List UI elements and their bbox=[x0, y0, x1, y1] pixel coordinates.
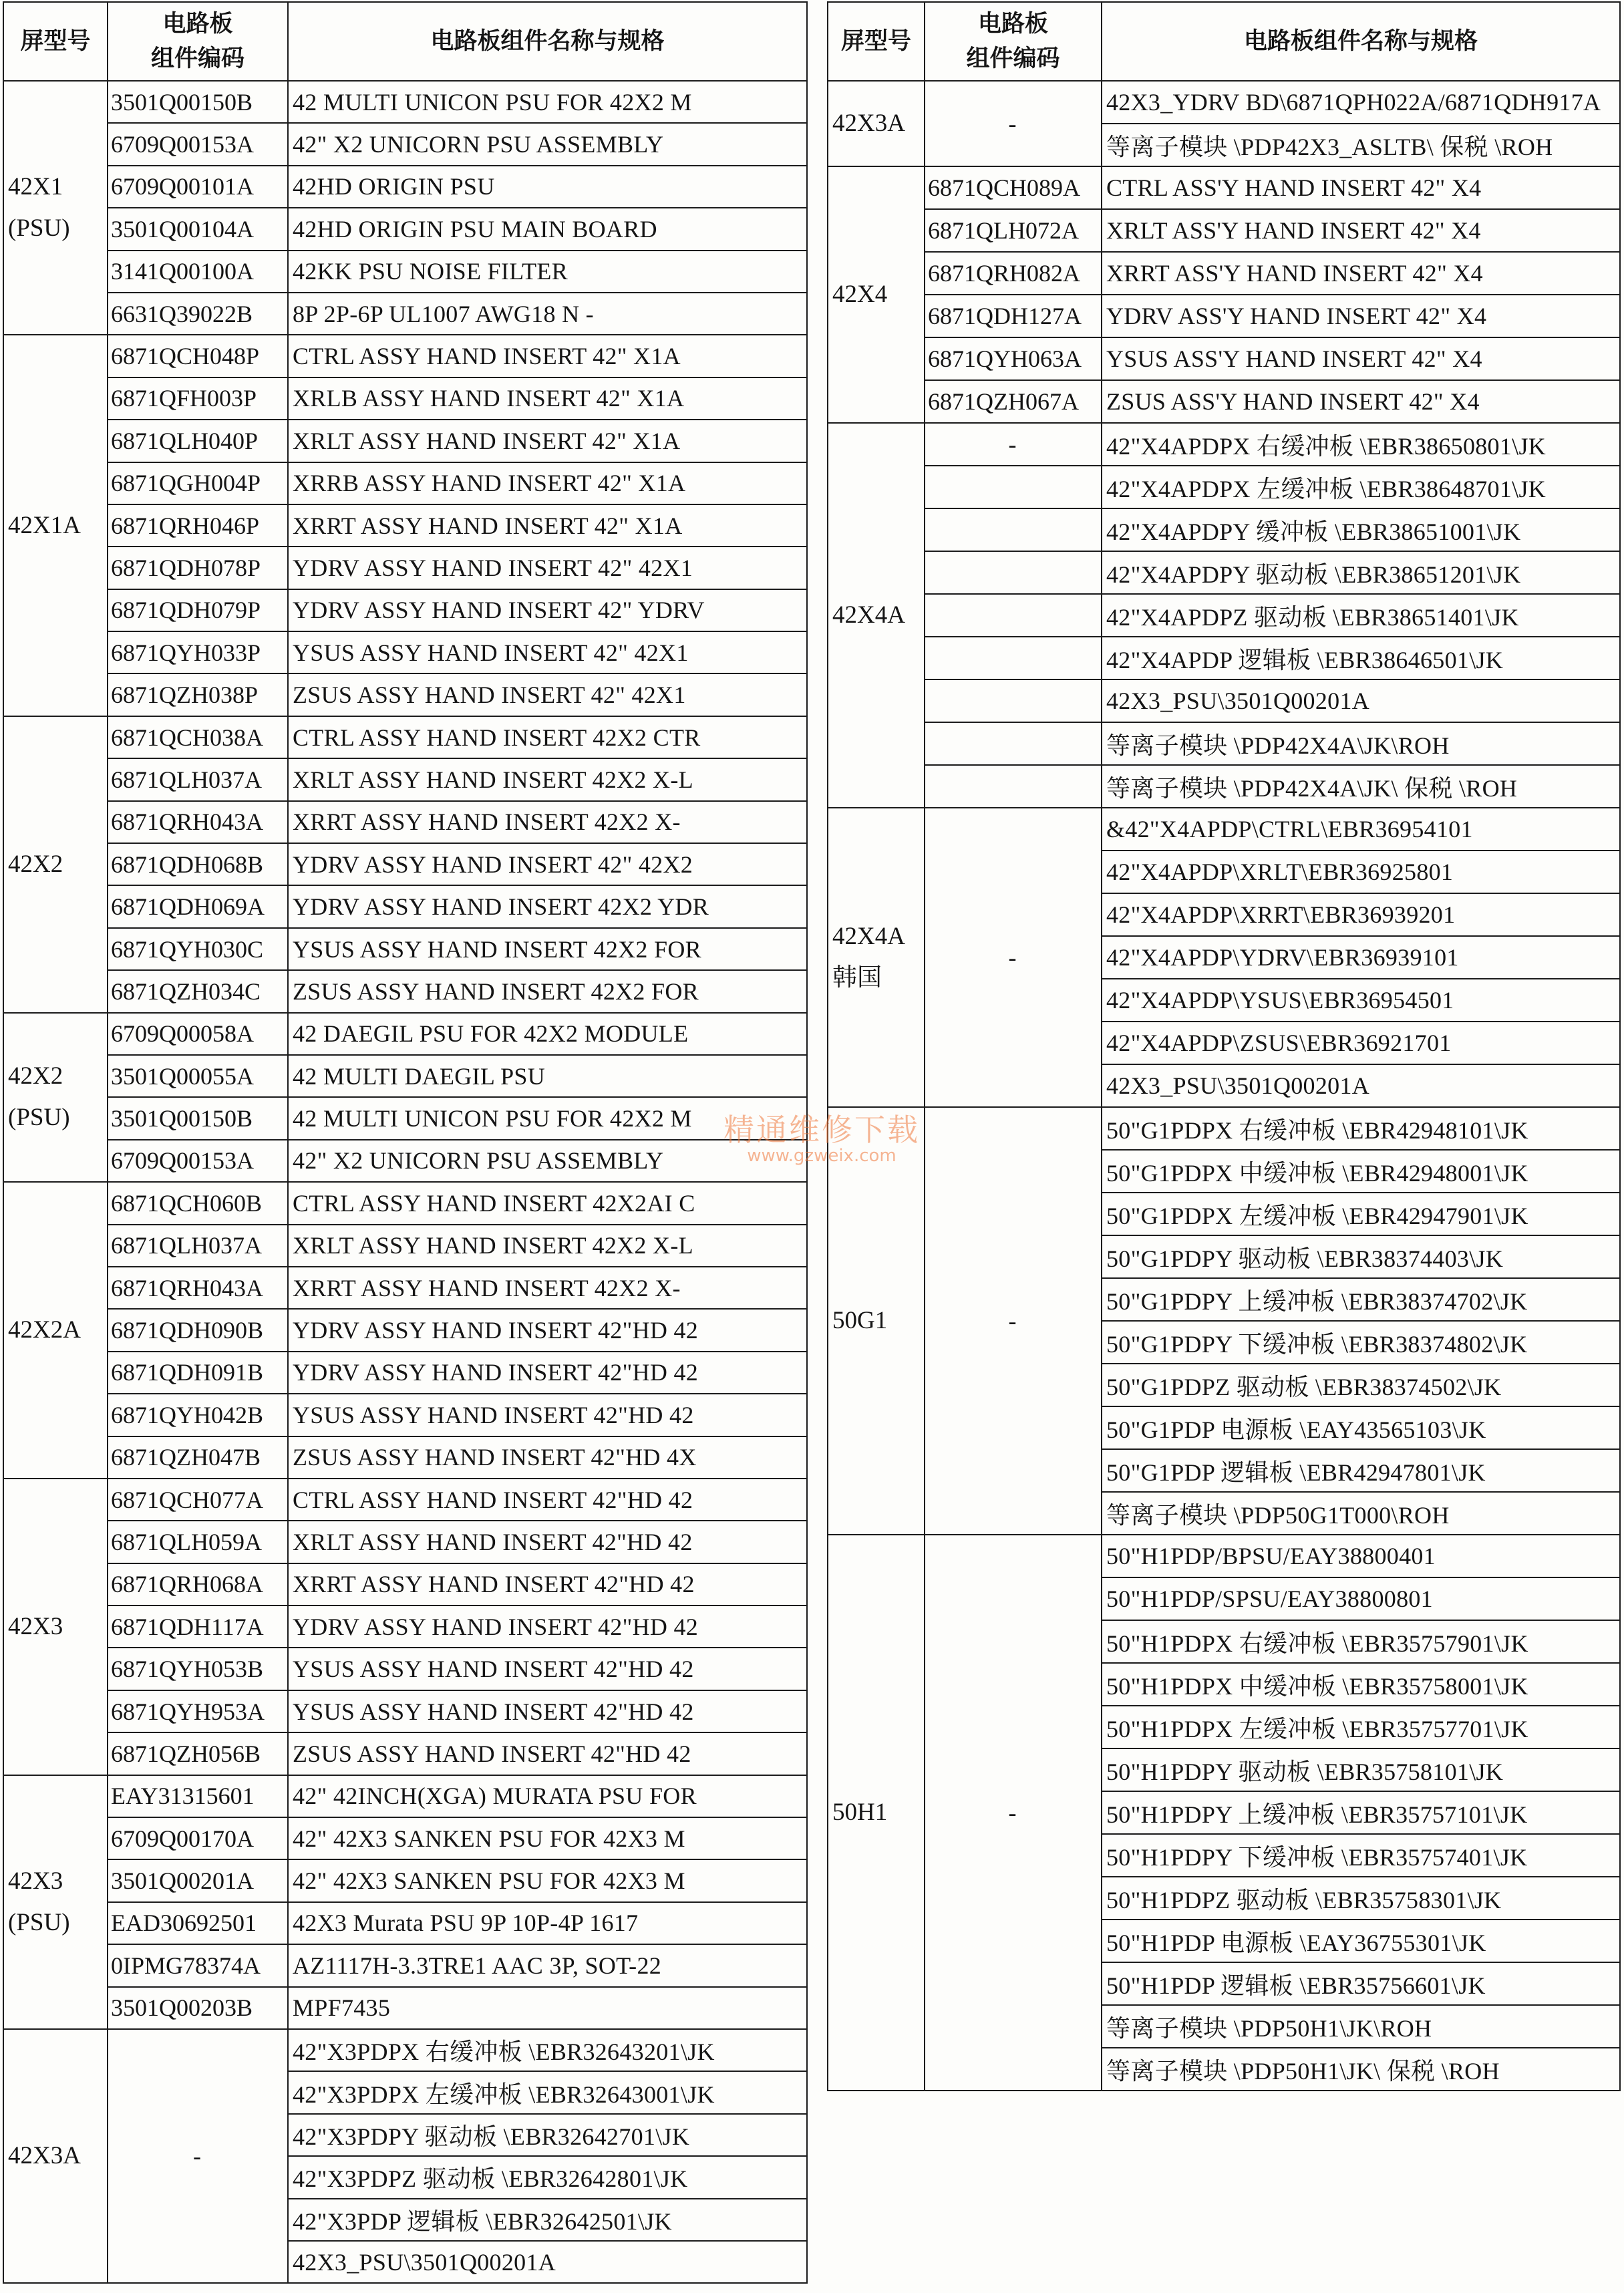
board-code-cell: 3501Q00104A bbox=[108, 208, 288, 250]
screen-model-cell: 42X4 bbox=[828, 166, 925, 423]
table-row bbox=[3, 504, 807, 547]
board-name-cell: 42" 42X3 SANKEN PSU FOR 42X3 M bbox=[288, 1859, 807, 1901]
board-name-cell: ZSUS ASSY HAND INSERT 42" 42X1 bbox=[288, 673, 807, 716]
table-row bbox=[828, 295, 1620, 337]
board-code-cell: - bbox=[925, 1535, 1102, 2091]
table-row bbox=[828, 81, 1620, 124]
board-code-cell: - bbox=[925, 423, 1102, 466]
table-row bbox=[828, 594, 1620, 637]
board-name-cell: XRLT ASSY HAND INSERT 42X2 X-L bbox=[288, 1225, 807, 1267]
table-row bbox=[828, 166, 1620, 209]
table-row bbox=[3, 1013, 807, 1055]
board-name-cell: XRLB ASSY HAND INSERT 42" X1A bbox=[288, 377, 807, 420]
screen-model-cell: 42X4A bbox=[828, 423, 925, 808]
board-name-cell: 8P 2P-6P UL1007 AWG18 N - bbox=[288, 293, 807, 335]
table-row bbox=[3, 1563, 807, 1606]
board-code-cell: 6709Q00153A bbox=[108, 1140, 288, 1182]
board-name-cell: 42"X3PDPX 右缓冲板 \EBR32643201\JK bbox=[288, 2029, 807, 2071]
board-code-cell: 6871QCH060B bbox=[108, 1182, 288, 1224]
table-row bbox=[3, 1987, 807, 2029]
board-code-cell: 3501Q00150B bbox=[108, 81, 288, 123]
board-name-cell: YDRV ASSY HAND INSERT 42"HD 42 bbox=[288, 1352, 807, 1394]
board-name-cell: 42 MULTI UNICON PSU FOR 42X2 M bbox=[288, 1097, 807, 1139]
board-name-cell: 50"H1PDP/SPSU/EAY38800801 bbox=[1102, 1577, 1620, 1620]
board-name-cell: 等离子模块 \PDP50H1\JK\ 保税 \ROH bbox=[1102, 2048, 1620, 2091]
header-code: 电路板 组件编码 bbox=[925, 2, 1102, 81]
screen-model-cell: 42X2A bbox=[3, 1182, 108, 1479]
screen-model-cell: 42X1 (PSU) bbox=[3, 81, 108, 335]
board-code-cell: 6871QLH037A bbox=[108, 1225, 288, 1267]
board-code-cell: 6871QYH042B bbox=[108, 1394, 288, 1436]
board-code-cell: 6871QZH034C bbox=[108, 970, 288, 1012]
table-row bbox=[3, 166, 807, 208]
board-name-cell: XRRT ASSY HAND INSERT 42X2 X- bbox=[288, 801, 807, 843]
board-name-cell: 42HD ORIGIN PSU MAIN BOARD bbox=[288, 208, 807, 250]
table-row bbox=[3, 1309, 807, 1351]
board-name-cell: 等离子模块 \PDP42X4A\JK\ 保税 \ROH bbox=[1102, 765, 1620, 808]
board-code-cell: 6871QYH953A bbox=[108, 1690, 288, 1732]
table-row bbox=[3, 843, 807, 885]
board-name-cell: 42"X4APDP 逻辑板 \EBR38646501\JK bbox=[1102, 637, 1620, 679]
board-code-cell: - bbox=[925, 808, 1102, 1107]
board-code-cell bbox=[925, 637, 1102, 679]
table-row bbox=[3, 1944, 807, 1986]
board-name-cell: 42"X3PDPZ 驱动板 \EBR32642801\JK bbox=[288, 2156, 807, 2198]
board-code-cell: 6871QZH056B bbox=[108, 1732, 288, 1775]
board-name-cell: 50"G1PDP 逻辑板 \EBR42947801\JK bbox=[1102, 1449, 1620, 1492]
board-code-cell: 6871QGH004P bbox=[108, 462, 288, 504]
watermark bbox=[695, 1106, 949, 1166]
board-name-cell: 50"G1PDPX 右缓冲板 \EBR42948101\JK bbox=[1102, 1107, 1620, 1150]
board-name-cell: 42X3_YDRV BD\6871QPH022A/6871QDH917A bbox=[1102, 81, 1620, 124]
screen-model-cell: 42X2 bbox=[3, 716, 108, 1013]
table-row bbox=[3, 758, 807, 800]
board-code-cell bbox=[925, 594, 1102, 637]
board-name-cell: 42X3_PSU\3501Q00201A bbox=[1102, 1064, 1620, 1107]
board-code-cell: 6871QCH077A bbox=[108, 1479, 288, 1521]
board-name-cell: 42" X2 UNICORN PSU ASSEMBLY bbox=[288, 123, 807, 165]
table-row bbox=[3, 547, 807, 589]
board-code-cell: 6871QFH003P bbox=[108, 377, 288, 420]
board-code-cell: 6871QRH046P bbox=[108, 504, 288, 547]
board-name-cell: 42" 42INCH(XGA) MURATA PSU FOR bbox=[288, 1775, 807, 1817]
table-row bbox=[3, 1859, 807, 1901]
table-row bbox=[828, 637, 1620, 679]
table-row bbox=[828, 1535, 1620, 1577]
board-name-cell: YSUS ASS'Y HAND INSERT 42" X4 bbox=[1102, 337, 1620, 380]
board-name-cell: YDRV ASSY HAND INSERT 42" YDRV bbox=[288, 589, 807, 631]
board-code-cell: 3501Q00203B bbox=[108, 1987, 288, 2029]
board-name-cell: YDRV ASSY HAND INSERT 42X2 YDR bbox=[288, 885, 807, 927]
table-row bbox=[828, 337, 1620, 380]
table-row bbox=[3, 2029, 807, 2071]
board-name-cell: 42X3_PSU\3501Q00201A bbox=[1102, 679, 1620, 722]
screen-model-cell: 42X2 (PSU) bbox=[3, 1013, 108, 1183]
board-name-cell: MPF7435 bbox=[288, 1987, 807, 2029]
screen-model-cell: 42X3A bbox=[3, 2029, 108, 2283]
table-row bbox=[3, 1902, 807, 1944]
board-name-cell: YDRV ASSY HAND INSERT 42" 42X1 bbox=[288, 547, 807, 589]
board-code-cell: 6871QDH091B bbox=[108, 1352, 288, 1394]
board-code-cell: 6871QZH067A bbox=[925, 380, 1102, 423]
table-row bbox=[3, 1606, 807, 1648]
table-row bbox=[3, 335, 807, 377]
board-code-cell bbox=[925, 722, 1102, 765]
header-name: 电路板组件名称与规格 bbox=[1102, 2, 1620, 81]
board-name-cell: 50"H1PDP 逻辑板 \EBR35756601\JK bbox=[1102, 1962, 1620, 2005]
screen-model-cell: 42X1A bbox=[3, 335, 108, 716]
table-row bbox=[828, 808, 1620, 851]
board-code-cell: 6871QDH079P bbox=[108, 589, 288, 631]
table-row bbox=[3, 293, 807, 335]
board-name-cell: 50"G1PDPY 下缓冲板 \EBR38374802\JK bbox=[1102, 1321, 1620, 1364]
board-name-cell: 50"H1PDPY 驱动板 \EBR35758101\JK bbox=[1102, 1748, 1620, 1791]
screen-model-cell: 42X3 bbox=[3, 1479, 108, 1775]
board-name-cell: CTRL ASSY HAND INSERT 42X2 CTR bbox=[288, 716, 807, 758]
table-row bbox=[3, 1690, 807, 1732]
board-name-cell: YSUS ASSY HAND INSERT 42"HD 42 bbox=[288, 1648, 807, 1690]
board-name-cell: 42 DAEGIL PSU FOR 42X2 MODULE bbox=[288, 1013, 807, 1055]
board-code-cell: 6709Q00153A bbox=[108, 123, 288, 165]
table-row bbox=[3, 589, 807, 631]
header-name: 电路板组件名称与规格 bbox=[288, 2, 807, 81]
board-name-cell: ZSUS ASSY HAND INSERT 42X2 FOR bbox=[288, 970, 807, 1012]
table-row bbox=[828, 380, 1620, 423]
board-code-cell bbox=[925, 765, 1102, 808]
board-name-cell: XRRB ASSY HAND INSERT 42" X1A bbox=[288, 462, 807, 504]
table-row bbox=[3, 1436, 807, 1479]
board-name-cell: 42"X4APDP\ZSUS\EBR36921701 bbox=[1102, 1022, 1620, 1064]
watermark-title: 精通维修下载 bbox=[723, 1112, 920, 1148]
board-code-cell: 6871QCH038A bbox=[108, 716, 288, 758]
board-code-cell: 6871QYH030C bbox=[108, 928, 288, 970]
screen-model-cell: 42X4A 韩国 bbox=[828, 808, 925, 1107]
board-name-cell: 50"H1PDP 电源板 \EAY36755301\JK bbox=[1102, 1920, 1620, 1962]
board-code-cell: 6871QCH048P bbox=[108, 335, 288, 377]
board-name-cell: 42X3 Murata PSU 9P 10P-4P 1617 bbox=[288, 1902, 807, 1944]
header-code: 电路板 组件编码 bbox=[108, 2, 288, 81]
screen-model-cell: 42X3A bbox=[828, 81, 925, 166]
board-code-cell: 3141Q00100A bbox=[108, 251, 288, 293]
table-row bbox=[828, 209, 1620, 252]
table-row bbox=[3, 208, 807, 250]
table-row bbox=[3, 1055, 807, 1097]
board-code-cell: 6871QDH127A bbox=[925, 295, 1102, 337]
right-parts-table bbox=[827, 1, 1621, 2091]
board-code-cell: 6871QRH068A bbox=[108, 1563, 288, 1606]
board-name-cell: 50"G1PDPY 上缓冲板 \EBR38374702\JK bbox=[1102, 1278, 1620, 1321]
board-code-cell bbox=[925, 551, 1102, 594]
board-name-cell: 42"X4APDPY 缓冲板 \EBR38651001\JK bbox=[1102, 508, 1620, 551]
board-name-cell: 42" X2 UNICORN PSU ASSEMBLY bbox=[288, 1140, 807, 1182]
board-code-cell: 6709Q00101A bbox=[108, 166, 288, 208]
board-name-cell: 42HD ORIGIN PSU bbox=[288, 166, 807, 208]
table-row bbox=[3, 801, 807, 843]
board-name-cell: 42"X4APDP\YSUS\EBR36954501 bbox=[1102, 979, 1620, 1022]
board-name-cell: 50"G1PDPY 驱动板 \EBR38374403\JK bbox=[1102, 1235, 1620, 1278]
table-row bbox=[3, 462, 807, 504]
board-name-cell: 42KK PSU NOISE FILTER bbox=[288, 251, 807, 293]
board-code-cell bbox=[925, 508, 1102, 551]
board-name-cell: CTRL ASSY HAND INSERT 42X2AI C bbox=[288, 1182, 807, 1224]
table-row bbox=[3, 673, 807, 716]
table-row bbox=[3, 1479, 807, 1521]
table-row bbox=[3, 885, 807, 927]
board-code-cell: EAD30692501 bbox=[108, 1902, 288, 1944]
board-name-cell: &42"X4APDP\CTRL\EBR36954101 bbox=[1102, 808, 1620, 851]
board-name-cell: 50"G1PDPX 左缓冲板 \EBR42947901\JK bbox=[1102, 1193, 1620, 1235]
board-name-cell: 42"X4APDP\YDRV\EBR36939101 bbox=[1102, 936, 1620, 979]
table-row bbox=[3, 928, 807, 970]
table-row bbox=[828, 466, 1620, 508]
board-code-cell: 6871QDH068B bbox=[108, 843, 288, 885]
board-code-cell: 6871QRH082A bbox=[925, 252, 1102, 295]
board-code-cell: 6871QDH117A bbox=[108, 1606, 288, 1648]
board-code-cell: 6871QYH033P bbox=[108, 631, 288, 673]
board-name-cell: 50"H1PDP/BPSU/EAY38800401 bbox=[1102, 1535, 1620, 1577]
table-row bbox=[828, 252, 1620, 295]
header-model: 屏型号 bbox=[3, 2, 108, 81]
board-name-cell: 42"X3PDP 逻辑板 \EBR32642501\JK bbox=[288, 2199, 807, 2241]
board-name-cell: YSUS ASSY HAND INSERT 42"HD 42 bbox=[288, 1394, 807, 1436]
board-name-cell: CTRL ASS'Y HAND INSERT 42" X4 bbox=[1102, 166, 1620, 209]
table-row bbox=[828, 679, 1620, 722]
board-code-cell: 6871QLH059A bbox=[108, 1521, 288, 1563]
left-table-body bbox=[3, 81, 807, 2283]
board-name-cell: CTRL ASSY HAND INSERT 42" X1A bbox=[288, 335, 807, 377]
board-name-cell: 42 MULTI DAEGIL PSU bbox=[288, 1055, 807, 1097]
table-row bbox=[3, 1521, 807, 1563]
board-code-cell: - bbox=[925, 1107, 1102, 1535]
table-row bbox=[828, 423, 1620, 466]
board-name-cell: 等离子模块 \PDP42X4A\JK\ROH bbox=[1102, 722, 1620, 765]
board-name-cell: 42X3_PSU\3501Q00201A bbox=[288, 2241, 807, 2283]
board-code-cell: 6871QLH072A bbox=[925, 209, 1102, 252]
board-name-cell: CTRL ASSY HAND INSERT 42"HD 42 bbox=[288, 1479, 807, 1521]
board-name-cell: 42"X4APDPZ 驱动板 \EBR38651401\JK bbox=[1102, 594, 1620, 637]
board-name-cell: 42"X4APDP\XRRT\EBR36939201 bbox=[1102, 893, 1620, 936]
table-row bbox=[3, 377, 807, 420]
board-code-cell: 6871QCH089A bbox=[925, 166, 1102, 209]
board-name-cell: 等离子模块 \PDP50H1\JK\ROH bbox=[1102, 2005, 1620, 2048]
board-code-cell: 6871QDH078P bbox=[108, 547, 288, 589]
board-name-cell: XRRT ASSY HAND INSERT 42" X1A bbox=[288, 504, 807, 547]
board-name-cell: 50"G1PDPX 中缓冲板 \EBR42948001\JK bbox=[1102, 1150, 1620, 1193]
board-name-cell: AZ1117H-3.3TRE1 AAC 3P, SOT-22 bbox=[288, 1944, 807, 1986]
table-row bbox=[3, 123, 807, 165]
table-row bbox=[3, 1267, 807, 1309]
screen-model-cell: 42X3 (PSU) bbox=[3, 1775, 108, 2029]
board-name-cell: 42"X3PDPX 左缓冲板 \EBR32643001\JK bbox=[288, 2071, 807, 2113]
board-name-cell: YDRV ASSY HAND INSERT 42"HD 42 bbox=[288, 1606, 807, 1648]
table-row bbox=[3, 1394, 807, 1436]
left-parts-table bbox=[3, 1, 808, 2284]
board-code-cell: 6871QZH047B bbox=[108, 1436, 288, 1479]
board-name-cell: 等离子模块 \PDP50G1T000\ROH bbox=[1102, 1492, 1620, 1535]
table-row bbox=[3, 1817, 807, 1859]
table-row bbox=[3, 1352, 807, 1394]
board-name-cell: 50"H1PDPX 右缓冲板 \EBR35757901\JK bbox=[1102, 1620, 1620, 1663]
board-name-cell: ZSUS ASSY HAND INSERT 42"HD 4X bbox=[288, 1436, 807, 1479]
board-code-cell: 0IPMG78374A bbox=[108, 1944, 288, 1986]
board-name-cell: 42 MULTI UNICON PSU FOR 42X2 M bbox=[288, 81, 807, 123]
board-code-cell: EAY31315601 bbox=[108, 1775, 288, 1817]
board-name-cell: YSUS ASSY HAND INSERT 42" 42X1 bbox=[288, 631, 807, 673]
table-row bbox=[3, 970, 807, 1012]
table-row bbox=[828, 508, 1620, 551]
table-row bbox=[3, 1097, 807, 1139]
board-name-cell: 50"H1PDPX 左缓冲板 \EBR35757701\JK bbox=[1102, 1706, 1620, 1748]
board-name-cell: 42"X4APDPX 左缓冲板 \EBR38648701\JK bbox=[1102, 466, 1620, 508]
table-row bbox=[3, 81, 807, 123]
board-code-cell: 6709Q00058A bbox=[108, 1013, 288, 1055]
screen-model-cell: 50H1 bbox=[828, 1535, 925, 2091]
board-name-cell: XRRT ASSY HAND INSERT 42X2 X- bbox=[288, 1267, 807, 1309]
board-code-cell bbox=[925, 679, 1102, 722]
board-code-cell: 6871QZH038P bbox=[108, 673, 288, 716]
board-name-cell: YDRV ASSY HAND INSERT 42" 42X2 bbox=[288, 843, 807, 885]
board-code-cell: 6871QRH043A bbox=[108, 801, 288, 843]
board-name-cell: XRLT ASSY HAND INSERT 42X2 X-L bbox=[288, 758, 807, 800]
table-row bbox=[828, 722, 1620, 765]
board-code-cell bbox=[925, 466, 1102, 508]
board-code-cell: 6871QLH040P bbox=[108, 420, 288, 462]
board-name-cell: YDRV ASSY HAND INSERT 42"HD 42 bbox=[288, 1309, 807, 1351]
board-name-cell: ZSUS ASS'Y HAND INSERT 42" X4 bbox=[1102, 380, 1620, 423]
board-name-cell: 42"X4APDP\XRLT\EBR36925801 bbox=[1102, 851, 1620, 893]
board-name-cell: XRRT ASS'Y HAND INSERT 42" X4 bbox=[1102, 252, 1620, 295]
board-code-cell: - bbox=[108, 2029, 288, 2283]
board-code-cell: 6709Q00170A bbox=[108, 1817, 288, 1859]
board-name-cell: 等离子模块 \PDP42X3_ASLTB\ 保税 \ROH bbox=[1102, 124, 1620, 166]
board-code-cell: - bbox=[925, 81, 1102, 166]
table-row bbox=[3, 420, 807, 462]
board-name-cell: ZSUS ASSY HAND INSERT 42"HD 42 bbox=[288, 1732, 807, 1775]
board-code-cell: 3501Q00150B bbox=[108, 1097, 288, 1139]
header-model: 屏型号 bbox=[828, 2, 925, 81]
board-code-cell: 6871QYH063A bbox=[925, 337, 1102, 380]
board-name-cell: XRLT ASS'Y HAND INSERT 42" X4 bbox=[1102, 209, 1620, 252]
board-code-cell: 3501Q00201A bbox=[108, 1859, 288, 1901]
board-name-cell: 50"H1PDPY 上缓冲板 \EBR35757101\JK bbox=[1102, 1791, 1620, 1834]
board-code-cell: 6871QLH037A bbox=[108, 758, 288, 800]
board-name-cell: XRLT ASSY HAND INSERT 42"HD 42 bbox=[288, 1521, 807, 1563]
screen-model-cell: 50G1 bbox=[828, 1107, 925, 1535]
table-header-row bbox=[828, 2, 1620, 81]
board-name-cell: 50"G1PDP 电源板 \EAY43565103\JK bbox=[1102, 1406, 1620, 1449]
table-row bbox=[3, 251, 807, 293]
board-name-cell: XRRT ASSY HAND INSERT 42"HD 42 bbox=[288, 1563, 807, 1606]
board-name-cell: YSUS ASSY HAND INSERT 42X2 FOR bbox=[288, 928, 807, 970]
table-row bbox=[3, 1775, 807, 1817]
table-row bbox=[3, 716, 807, 758]
board-name-cell: 50"H1PDPZ 驱动板 \EBR35758301\JK bbox=[1102, 1877, 1620, 1920]
board-code-cell: 6871QRH043A bbox=[108, 1267, 288, 1309]
table-row bbox=[828, 765, 1620, 808]
board-name-cell: YDRV ASS'Y HAND INSERT 42" X4 bbox=[1102, 295, 1620, 337]
board-code-cell: 3501Q00055A bbox=[108, 1055, 288, 1097]
board-name-cell: 42"X3PDPY 驱动板 \EBR32642701\JK bbox=[288, 2114, 807, 2156]
board-code-cell: 6871QDH090B bbox=[108, 1309, 288, 1351]
board-name-cell: 50"H1PDPX 中缓冲板 \EBR35758001\JK bbox=[1102, 1663, 1620, 1706]
board-name-cell: 42"X4APDPX 右缓冲板 \EBR38650801\JK bbox=[1102, 423, 1620, 466]
table-row bbox=[3, 1182, 807, 1224]
board-name-cell: YSUS ASSY HAND INSERT 42"HD 42 bbox=[288, 1690, 807, 1732]
table-row bbox=[828, 551, 1620, 594]
watermark-url: www.gzweix.com bbox=[747, 1146, 897, 1166]
board-name-cell: 42" 42X3 SANKEN PSU FOR 42X3 M bbox=[288, 1817, 807, 1859]
table-row bbox=[3, 1648, 807, 1690]
board-name-cell: 42"X4APDPY 驱动板 \EBR38651201\JK bbox=[1102, 551, 1620, 594]
board-code-cell: 6871QDH069A bbox=[108, 885, 288, 927]
board-code-cell: 6631Q39022B bbox=[108, 293, 288, 335]
table-row bbox=[3, 1225, 807, 1267]
board-name-cell: 50"H1PDPY 下缓冲板 \EBR35757401\JK bbox=[1102, 1834, 1620, 1877]
table-row bbox=[3, 1140, 807, 1182]
table-row bbox=[3, 1732, 807, 1775]
board-code-cell: 6871QYH053B bbox=[108, 1648, 288, 1690]
board-name-cell: 50"G1PDPZ 驱动板 \EBR38374502\JK bbox=[1102, 1364, 1620, 1406]
board-name-cell: XRLT ASSY HAND INSERT 42" X1A bbox=[288, 420, 807, 462]
right-table-body bbox=[828, 81, 1620, 2091]
table-header-row bbox=[3, 2, 807, 81]
table-row bbox=[3, 631, 807, 673]
